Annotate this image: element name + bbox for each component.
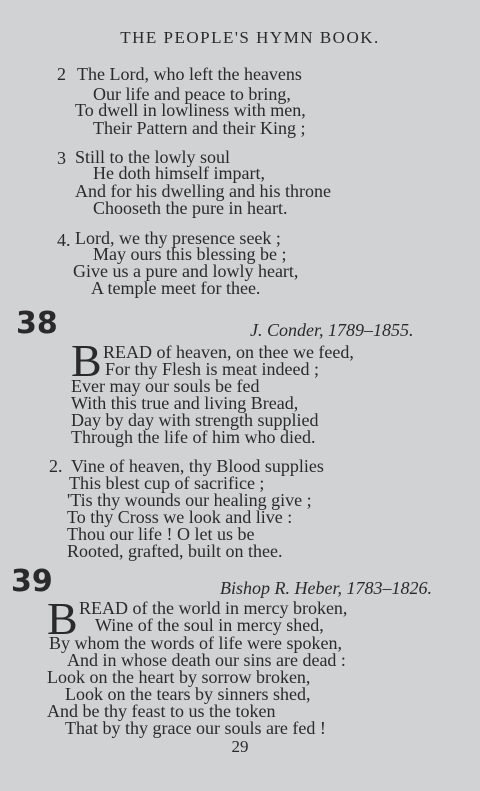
verse-line: For thy Flesh is meat indeed ;: [105, 359, 319, 379]
verse-line: Still to the lowly soul: [75, 147, 231, 167]
hymn-author: J. Conder, 1789–1855.: [250, 320, 414, 340]
hymn-number: 38: [16, 306, 58, 341]
verse-line: And for his dwelling and his throne: [75, 181, 331, 201]
drop-cap: B: [71, 335, 102, 386]
verse-line: This blest cup of sacrifice ;: [69, 473, 265, 493]
page-number: 29: [231, 737, 249, 756]
verse-line: READ of heaven, on thee we feed,: [103, 342, 354, 362]
verse-line: Rooted, grafted, built on thee.: [67, 541, 283, 561]
verse-number: 4.: [57, 230, 71, 250]
verse-line: Lord, we thy presence seek ;: [75, 228, 281, 248]
verse-line: Look on the tears by sinners shed,: [65, 684, 311, 704]
hymn-author: Bishop R. Heber, 1783–1826.: [220, 578, 432, 598]
verse-line: Through the life of him who died.: [71, 427, 316, 447]
verse-line: That by thy grace our souls are fed !: [65, 718, 326, 738]
verse-number: 3: [57, 148, 66, 168]
verse-line: Look on the heart by sorrow broken,: [47, 667, 311, 687]
verse-line: 'Tis thy wounds our healing give ;: [67, 490, 312, 510]
verse-line: May ours this blessing be ;: [93, 244, 287, 264]
verse-line: Our life and peace to bring,: [93, 84, 291, 104]
verse-line: Give us a pure and lowly heart,: [73, 261, 299, 281]
verse-line: And be thy feast to us the token: [47, 701, 276, 721]
verse-line: By whom the words of life were spoken,: [49, 633, 342, 653]
verse-line: And in whose death our sins are dead :: [67, 650, 346, 670]
verse-line: Wine of the soul in mercy shed,: [95, 615, 324, 635]
verse-number: 2: [57, 64, 66, 84]
verse-line: A temple meet for thee.: [91, 278, 261, 298]
verse-line: He doth himself impart,: [93, 163, 265, 183]
verse-line: The Lord, who left the heavens: [77, 64, 302, 84]
page-header: THE PEOPLE'S HYMN BOOK.: [120, 28, 380, 47]
verse-line: Chooseth the pure in heart.: [93, 198, 288, 218]
verse-line: Vine of heaven, thy Blood supplies: [71, 456, 324, 476]
verse-line: Day by day with strength supplied: [71, 410, 319, 430]
verse-line: To dwell in lowliness with men,: [75, 100, 306, 120]
drop-cap: B: [47, 593, 78, 644]
verse-number: 2.: [49, 456, 63, 476]
hymn-number: 39: [11, 564, 53, 599]
verse-line: Thou our life ! O let us be: [67, 524, 255, 544]
verse-line: READ of the world in mercy broken,: [79, 598, 348, 618]
verse-line: With this true and living Bread,: [71, 393, 299, 413]
verse-line: To thy Cross we look and live :: [67, 507, 293, 527]
verse-line: Their Pattern and their King ;: [93, 118, 306, 138]
verse-line: Ever may our souls be fed: [71, 376, 260, 396]
